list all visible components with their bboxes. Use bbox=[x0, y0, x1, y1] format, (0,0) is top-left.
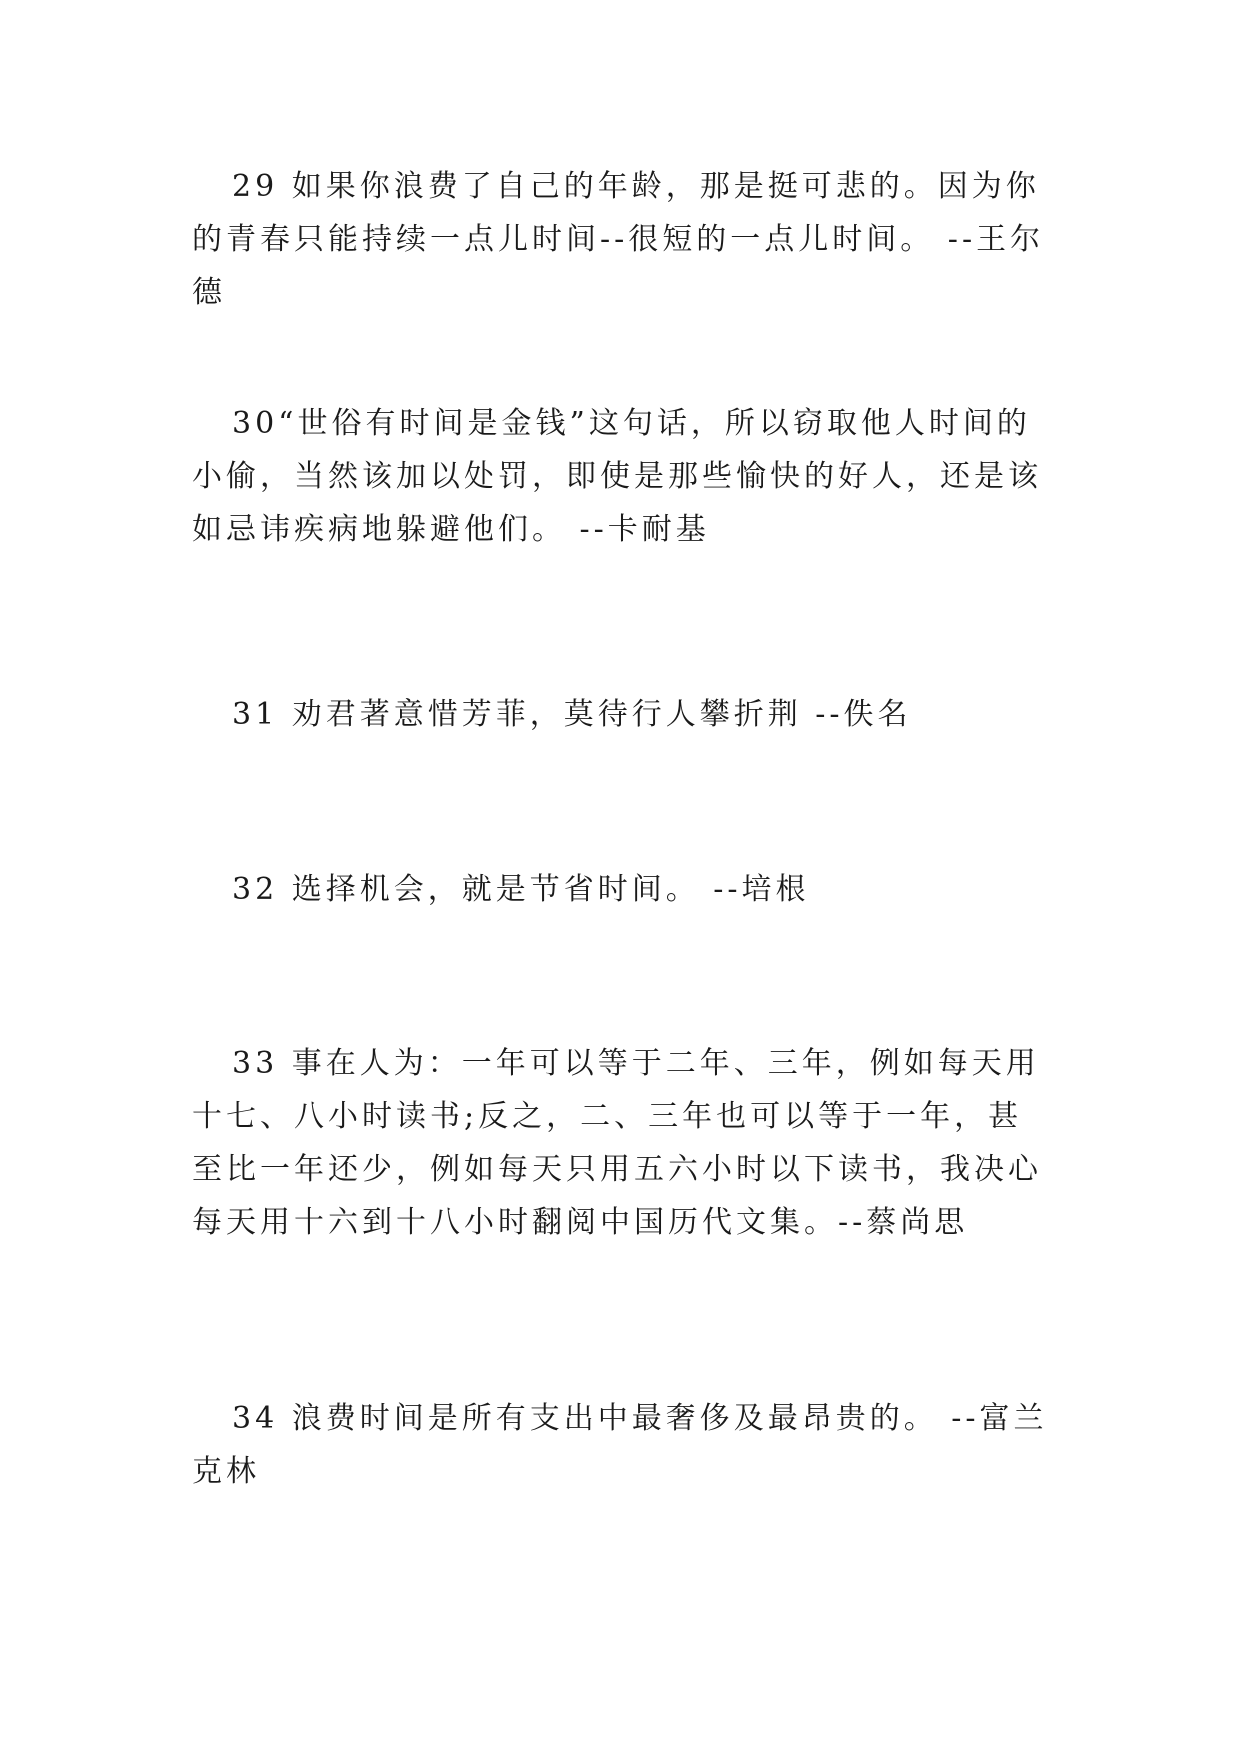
quote-paragraph-30: 30“世俗有时间是金钱”这句话，所以窃取他人时间的小偷，当然该加以处罚，即使是那些愉快的好人，还是该如忌讳疾病地躲避他们。 --卡耐基 bbox=[192, 406, 1042, 547]
quote-paragraph-31: 31 劝君著意惜芳菲，莫待行人攀折荆 --佚名 bbox=[232, 697, 912, 732]
quote-paragraph-29: 29 如果你浪费了自己的年龄，那是挺可悲的。因为你的青春只能持续一点儿时间--很短的一点儿时间。 --王尔德 bbox=[192, 169, 1045, 310]
quote-paragraph-32: 32 选择机会，就是节省时间。 --培根 bbox=[232, 872, 810, 907]
quote-paragraph-33: 33 事在人为：一年可以等于二年、三年，例如每天用十七、八小时读书;反之，二、三年也可以等于一年，甚至比一年还少，例如每天只用五六小时以下读书，我决心每天用十六到十八小时翻阅中国历代文集。--蔡尚思 bbox=[192, 1046, 1042, 1240]
quote-paragraph-34: 34 浪费时间是所有支出中最奢侈及最昂贵的。 --富兰克林 bbox=[192, 1401, 1048, 1489]
